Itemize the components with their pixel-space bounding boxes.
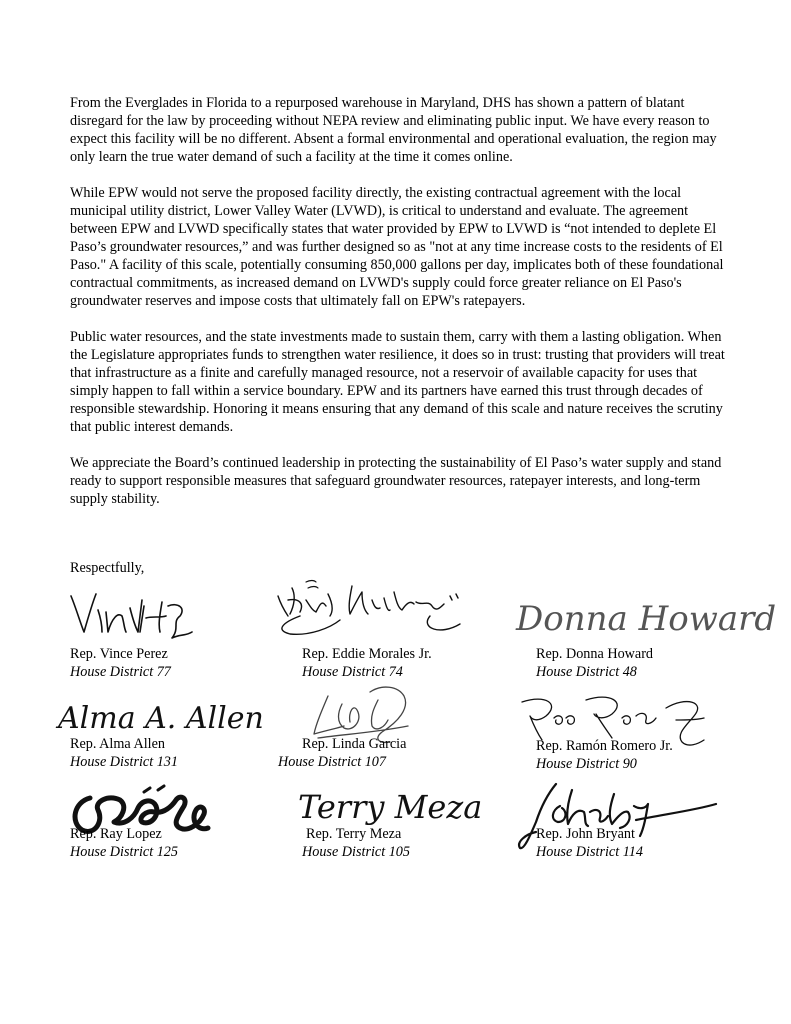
signatory-district: House District 90 bbox=[536, 756, 637, 772]
signatory-district: House District 125 bbox=[70, 844, 178, 860]
signatory-name: Rep. Vince Perez bbox=[70, 646, 168, 662]
paragraph-1: From the Everglades in Florida to a repurposed warehouse in Maryland, DHS has shown a pattern of blatant disregard for the law by proceeding without NEPA review and eliminating public input. We have every reason to expect this facility will be no different. Absent a formal environmental and operational evaluation, the region may only learn the true water demand of such a facility at the time it comes online. bbox=[70, 95, 717, 165]
signature-block-bryant bbox=[516, 776, 756, 868]
signatory-district: House District 107 bbox=[278, 754, 386, 770]
signature-alma-allen bbox=[56, 688, 264, 740]
signatory-district: House District 105 bbox=[302, 844, 410, 860]
signature-block-allen bbox=[56, 688, 296, 780]
signatory-name: Rep. Donna Howard bbox=[536, 646, 654, 662]
paragraph-2: While EPW would not serve the proposed facility directly, the existing contractual agreement with the local municipal utility district, Lower Valley Water (LVWD), is critical to understand and evaluate. The agreement between EPW and LVWD specifically states that water provided by EPW to LVWD is “not intended to deplete El Paso’s groundwater resources,” and was further designed so as "not at any time increase costs to the residents of El Paso." A facility of this scale, potentially consuming 850,000 gallons per day, implicates both of these foundational contractual commitments, as increased demand on LVWD's supply could force greater reliance on El Paso's groundwater reserves and impose costs that ultimately fall on EPW's ratepayers. bbox=[70, 185, 724, 309]
signature-block-garcia bbox=[278, 682, 518, 774]
signatory-name: Rep. Linda Garcia bbox=[302, 736, 407, 752]
signatory-name: Rep. Eddie Morales Jr. bbox=[302, 646, 432, 662]
signature-donna-howard bbox=[512, 588, 777, 644]
signatory-district: House District 131 bbox=[70, 754, 178, 770]
signature-scrawl-howard: Donna Howard bbox=[516, 599, 777, 639]
signature-scrawl-allen: Alma A. Allen bbox=[58, 701, 264, 736]
signature-block-lopez bbox=[68, 782, 308, 874]
closing-salutation: Respectfully, bbox=[70, 560, 145, 576]
signatory-district: House District 114 bbox=[536, 844, 643, 860]
signature-block-meza bbox=[296, 780, 536, 872]
signatory-name: Rep. Ramón Romero Jr. bbox=[536, 738, 673, 754]
signatory-district: House District 77 bbox=[70, 664, 171, 680]
signature-scrawl-meza: Terry Meza bbox=[298, 788, 483, 826]
paragraph-3: Public water resources, and the state investments made to sustain them, carry with them a lasting obligation. When the Legislature appropriates funds to strengthen water resilience, it does so in trust: trusting that providers will treat that infrastructure as a finite and carefully managed resource, not a reservoir of available capacity for uses that simply happen to fall within a service boundary. EPW and its partners have earned this trust through decades of responsible stewardship. Honoring it means ensuring that any demand of this scale and nature receives the scrutiny that public interest demands. bbox=[70, 329, 725, 435]
signatory-name: Rep. Alma Allen bbox=[70, 736, 165, 752]
signature-block-howard bbox=[512, 588, 777, 680]
signatory-district: House District 48 bbox=[536, 664, 637, 680]
signatory-name: Rep. Ray Lopez bbox=[70, 826, 162, 842]
paragraph-4: We appreciate the Board’s continued leadership in protecting the sustainability of El Paso’s water supply and stand ready to support responsible measures that safeguard groundwater resources, ratepayer interests, and long-term supply stability. bbox=[70, 455, 722, 507]
signatory-name: Rep. John Bryant bbox=[536, 826, 635, 842]
signature-block-romero bbox=[516, 690, 756, 782]
letter-body bbox=[70, 94, 730, 526]
signatory-name: Rep. Terry Meza bbox=[306, 826, 402, 842]
signature-block-morales bbox=[270, 576, 510, 680]
signatory-district: House District 74 bbox=[302, 664, 403, 680]
signature-vince-perez bbox=[68, 588, 198, 644]
signature-eddie-morales bbox=[270, 576, 470, 638]
